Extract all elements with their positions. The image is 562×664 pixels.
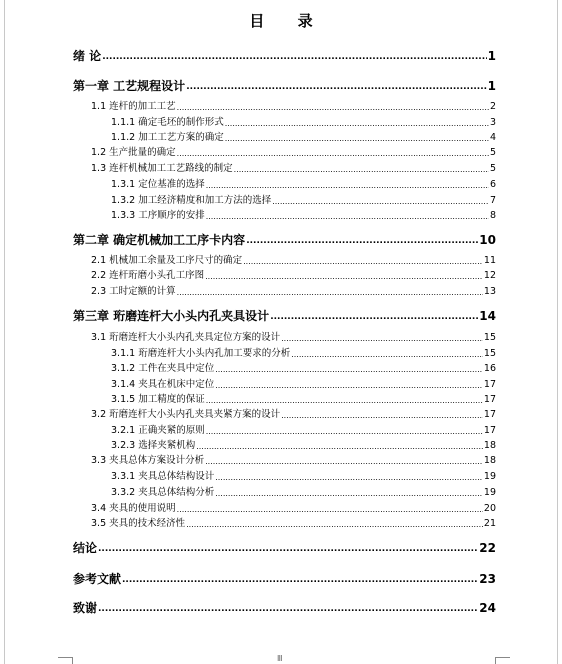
toc-entry-label: 3.3.1 夹具总体结构设计 [111, 471, 215, 482]
toc-entry[interactable] [111, 133, 496, 143]
toc-entry-page-number: 11 [483, 255, 496, 266]
toc-entry-label: 1.2 生产批量的确定 [91, 147, 176, 158]
toc-entry-label: 参考文献 [73, 572, 122, 586]
toc-entry-label: 1.1.2 加工工艺方案的确定 [111, 132, 224, 143]
toc-entry[interactable] [111, 380, 496, 390]
toc-leader-dots [215, 490, 483, 498]
toc-entry-page-number: 7 [489, 195, 496, 206]
toc-leader-dots [98, 605, 478, 614]
toc-entry[interactable] [73, 573, 496, 585]
toc-leader-dots [272, 198, 489, 206]
toc-entry[interactable] [111, 196, 496, 206]
toc-entry-page-number: 16 [483, 363, 496, 374]
page-corner-mark-left [58, 657, 73, 664]
toc-leader-dots [215, 382, 483, 390]
toc-leader-dots [246, 237, 478, 246]
toc-entry[interactable] [111, 211, 496, 221]
toc-entry-label: 2.3 工时定额的计算 [91, 286, 176, 297]
toc-leader-dots [206, 428, 483, 436]
toc-entry-page-number: 18 [483, 440, 496, 451]
toc-leader-dots [177, 289, 483, 297]
toc-entry-label: 1.1.1 确定毛坯的制作形式 [111, 117, 224, 128]
toc-entry-page-number: 1 [487, 79, 496, 93]
toc-entry-page-number: 17 [483, 425, 496, 436]
toc-entry[interactable] [111, 426, 496, 436]
toc-leader-dots [186, 521, 483, 529]
toc-leader-dots [215, 474, 483, 482]
toc-leader-dots [206, 213, 489, 221]
toc-leader-dots [291, 351, 483, 359]
toc-entry-page-number: 14 [479, 309, 496, 323]
toc-entry[interactable] [91, 333, 496, 343]
toc-entry-label: 3.1.5 加工精度的保证 [111, 394, 205, 405]
toc-entry[interactable] [73, 310, 496, 322]
toc-entry[interactable] [111, 349, 496, 359]
toc-leader-dots [186, 83, 486, 92]
toc-leader-dots [206, 182, 489, 190]
toc-entry[interactable] [91, 102, 496, 112]
toc-leader-dots [177, 506, 483, 514]
page-left-edge [4, 0, 5, 664]
toc-entry-page-number: 10 [479, 233, 496, 247]
toc-entry-label: 3.3 夹具总体方案设计分析 [91, 455, 205, 466]
toc-entry-label: 第三章 珩磨连杆大小头内孔夹具设计 [73, 309, 270, 323]
toc-entry-label: 3.1 珩磨连杆大小头内孔夹具定位方案的设计 [91, 332, 281, 343]
toc-leader-dots [196, 443, 483, 451]
toc-entry[interactable] [91, 164, 496, 174]
toc-leader-dots [215, 366, 483, 374]
toc-entry[interactable] [111, 118, 496, 128]
toc-entry[interactable] [111, 472, 496, 482]
toc-entry-label: 第一章 工艺规程设计 [73, 79, 186, 93]
toc-leader-dots [102, 53, 486, 62]
toc-leader-dots [225, 120, 489, 128]
toc-entry-label: 第二章 确定机械加工工序卡内容 [73, 233, 246, 247]
page-corner-mark-right [495, 657, 510, 664]
toc-entry-label: 2.2 连杆珩磨小头孔工序图 [91, 270, 205, 281]
toc-entry-label: 3.5 夹具的技术经济性 [91, 518, 186, 529]
toc-entry[interactable] [73, 50, 496, 62]
toc-entry[interactable] [111, 395, 496, 405]
toc-entry-page-number: 1 [487, 49, 496, 63]
toc-entry-page-number: 4 [489, 132, 496, 143]
toc-entry[interactable] [91, 410, 496, 420]
toc-entry[interactable] [91, 271, 496, 281]
toc-entry[interactable] [111, 441, 496, 451]
toc-leader-dots [243, 258, 483, 266]
toc-leader-dots [205, 273, 483, 281]
toc-entry-label: 3.2 珩磨连杆大小头内孔夹具夹紧方案的设计 [91, 409, 281, 420]
toc-leader-dots [177, 104, 489, 112]
toc-entry-label: 1.3.1 定位基准的选择 [111, 179, 205, 190]
toc-entry-label: 1.3 连杆机械加工工艺路线的制定 [91, 163, 233, 174]
toc-entry-page-number: 3 [489, 117, 496, 128]
toc-leader-dots [205, 458, 483, 466]
toc-entry-label: 3.4 夹具的使用说明 [91, 503, 176, 514]
toc-entry-page-number: 5 [489, 163, 496, 174]
toc-entry[interactable] [73, 80, 496, 92]
toc-entry-label: 3.1.4 夹具在机床中定位 [111, 379, 215, 390]
toc-leader-dots [206, 397, 483, 405]
toc-entry-page-number: 24 [479, 601, 496, 615]
toc-entry-page-number: 2 [489, 101, 496, 112]
toc-leader-dots [225, 135, 489, 143]
toc-entry-label: 1.1 连杆的加工工艺 [91, 101, 176, 112]
toc-entry-page-number: 17 [483, 394, 496, 405]
toc-entry-page-number: 15 [483, 348, 496, 359]
toc-entry-label: 3.2.1 正确夹紧的原则 [111, 425, 205, 436]
toc-leader-dots [281, 412, 483, 420]
toc-entry-label: 致谢 [73, 601, 98, 615]
toc-entry-page-number: 6 [489, 179, 496, 190]
toc-entry-page-number: 8 [489, 210, 496, 221]
toc-entry-page-number: 12 [483, 270, 496, 281]
toc-entry[interactable] [91, 504, 496, 514]
toc-leader-dots [122, 576, 478, 585]
toc-leader-dots [234, 166, 489, 174]
toc-entry-label: 1.3.3 工序顺序的安排 [111, 210, 205, 221]
page-bottom-handle-icon: Ⅲ [277, 654, 283, 663]
toc-entry-label: 3.2.3 选择夹紧机构 [111, 440, 196, 451]
toc-entry[interactable] [91, 256, 496, 266]
toc-entry[interactable] [91, 519, 496, 529]
toc-entry[interactable] [73, 602, 496, 614]
toc-entry-label: 绪 论 [73, 49, 102, 63]
toc-entry-page-number: 5 [489, 147, 496, 158]
toc-entry-page-number: 15 [483, 332, 496, 343]
toc-title: 目 录 [249, 12, 327, 30]
toc-leader-dots [98, 545, 478, 554]
toc-entry-label: 2.1 机械加工余量及工序尺寸的确定 [91, 255, 243, 266]
toc-entry-label: 1.3.2 加工经济精度和加工方法的选择 [111, 195, 272, 206]
toc-leader-dots [281, 335, 483, 343]
toc-entry-page-number: 20 [483, 503, 496, 514]
toc-entry-page-number: 22 [479, 541, 496, 555]
toc-entry[interactable] [111, 364, 496, 374]
toc-leader-dots [270, 313, 478, 322]
toc-entry-page-number: 19 [483, 471, 496, 482]
toc-entry[interactable] [111, 180, 496, 190]
toc-entry[interactable] [111, 488, 496, 498]
page-right-edge [557, 0, 558, 664]
toc-entry-page-number: 18 [483, 455, 496, 466]
toc-entry-label: 3.1.2 工件在夹具中定位 [111, 363, 215, 374]
toc-entry[interactable] [91, 456, 496, 466]
toc-entry-label: 结论 [73, 541, 98, 555]
toc-entry[interactable] [91, 148, 496, 158]
toc-entry-label: 3.1.1 珩磨连杆大小头内孔加工要求的分析 [111, 348, 291, 359]
toc-entry-page-number: 23 [479, 572, 496, 586]
toc-entry[interactable] [73, 542, 496, 554]
toc-entry-page-number: 21 [483, 518, 496, 529]
toc-entry-page-number: 19 [483, 487, 496, 498]
toc-entry[interactable] [91, 287, 496, 297]
toc-leader-dots [177, 150, 489, 158]
toc-entry-page-number: 13 [483, 286, 496, 297]
toc-entry-label: 3.3.2 夹具总体结构分析 [111, 487, 215, 498]
toc-entry-page-number: 17 [483, 379, 496, 390]
toc-entry[interactable] [73, 234, 496, 246]
toc-entry-page-number: 17 [483, 409, 496, 420]
